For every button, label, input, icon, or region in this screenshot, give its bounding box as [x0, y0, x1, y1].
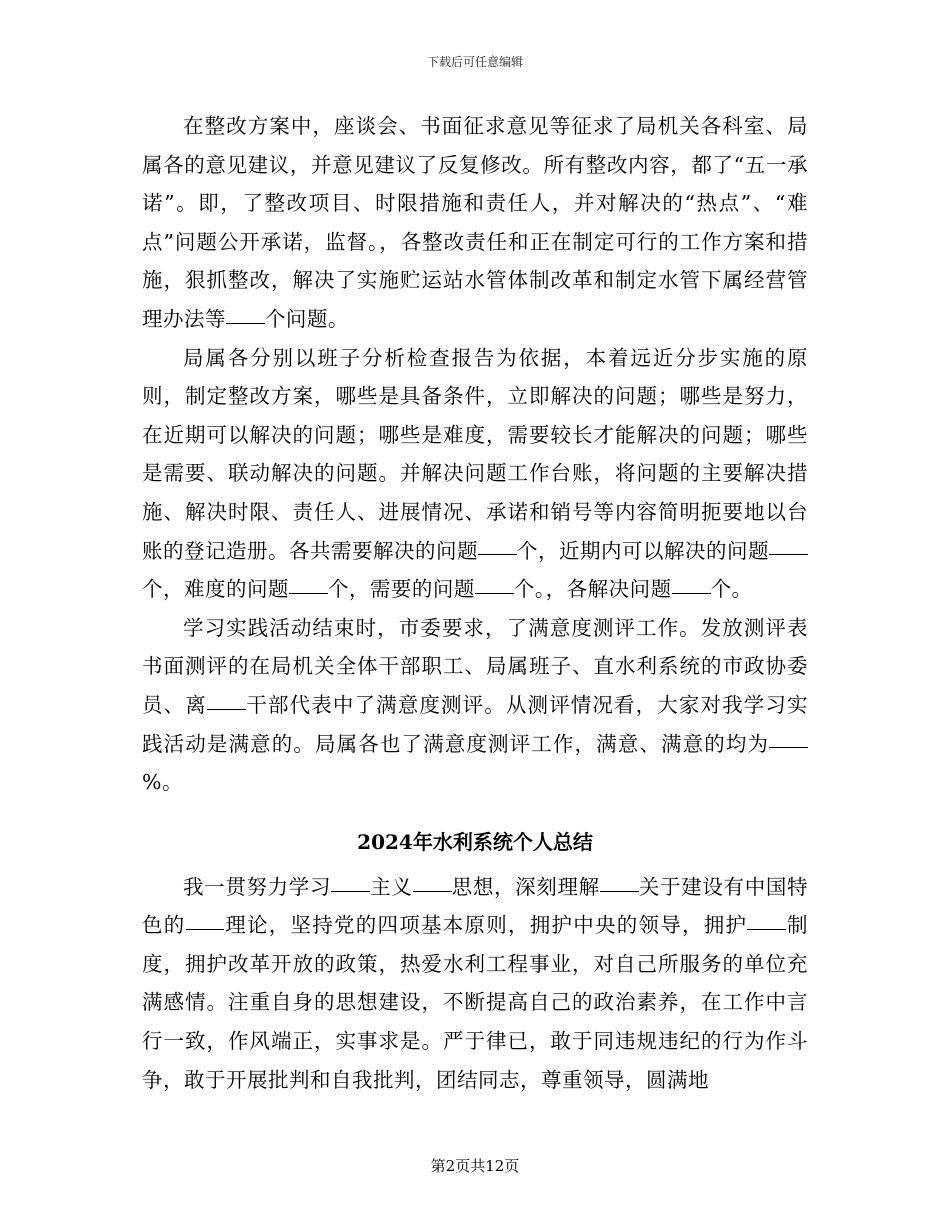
text-run: 局属各分别以班子分析检查报告为依据，本着远近分步实施的原则，制定整改方案，哪些是具备条件，立即解决的问题；哪些是努力，在近期可以解决的问题；哪些是难度，需要较长才能解决的问题；哪些是需要、联动解决的问题。并解决问题工作台账，将问题的主要解决措施、解决时限、责任人、进展情况、承诺和销号等内容简明扼要地以台账的登记造册。各共需要解决的问题: [142, 345, 808, 563]
fill-blank: [475, 593, 514, 594]
text-run: 个。: [710, 577, 753, 602]
text-run: %。: [142, 770, 183, 795]
paragraph-rectification-plan: [142, 107, 808, 339]
text-run: 个问题。: [264, 306, 349, 331]
fill-blank: [478, 554, 517, 555]
fill-blank: [413, 891, 452, 892]
page-header: 下载后可任意编辑: [426, 55, 523, 69]
section-title: 2024年水利系统个人总结: [357, 829, 593, 854]
fill-blank: [769, 747, 808, 748]
text-run: 关于建设有中国特色的: [142, 874, 809, 938]
text-run: 制度，拥护改革开放的政策，热爱水利工程事业，对自己所服务的单位充满感情。注重自身的思想建设，不断提高自己的政治素养，在工作中言行一致，作风端正，实事求是。严于律已，敢于同违规违纪的行为作斗争，敢于开展批判和自我批判，团结同志，尊重领导，圆满地: [142, 913, 809, 1092]
fill-blank: [331, 891, 370, 892]
fill-blank: [600, 891, 639, 892]
text-run: 干部代表中了满意度测评。从测评情况看，大家对我学习实践活动是满意的。局属各也了满意度测评工作，满意、满意的均为: [142, 692, 809, 756]
fill-blank: [289, 593, 328, 594]
page-footer: 第2页共12页: [430, 1157, 520, 1175]
text-run: 个，难度的问题: [142, 577, 289, 602]
text-run: 主义: [370, 874, 413, 899]
document-body: [142, 107, 808, 1099]
fill-blank: [226, 323, 265, 324]
paragraph-satisfaction-survey: [142, 609, 808, 802]
text-run: 在整改方案中，座谈会、书面征求意见等征求了局机关各科室、局属各的意见建议，并意见建议了反复修改。所有整改内容，都了“五一承诺”。即，了整改项目、时限措施和责任人，并对解决的“热点”、“难点”问题公开承诺，监督。，各整改责任和正在制定可行的工作方案和措施，狠抓整改，解决了实施贮运站水管体制改革和制定水管下属经营管理办法等: [142, 114, 808, 331]
paragraph-personal-summary: [142, 868, 808, 1100]
fill-blank: [672, 593, 711, 594]
text-run: 个。，各解决问题: [513, 577, 672, 602]
fill-blank: [207, 709, 246, 710]
text-run: 个，近期内可以解决的问题: [517, 538, 770, 563]
text-run: 学习实践活动结束时，市委要求，了满意度测评工作。发放测评表书面测评的在局机关全体干部职工、局属班子、直水利系统的市政协委员、离: [142, 615, 808, 717]
text-run: 我一贯努力学习: [183, 874, 332, 899]
text-run: 思想，深刻理解: [451, 874, 600, 899]
fill-blank: [747, 929, 786, 930]
text-run: 理论，坚持党的四项基本原则，拥护中央的领导，拥护: [224, 913, 748, 938]
paragraph-problem-ledger: [142, 339, 808, 609]
fill-blank: [769, 554, 808, 555]
fill-blank: [186, 929, 225, 930]
text-run: 个，需要的问题: [327, 577, 475, 602]
